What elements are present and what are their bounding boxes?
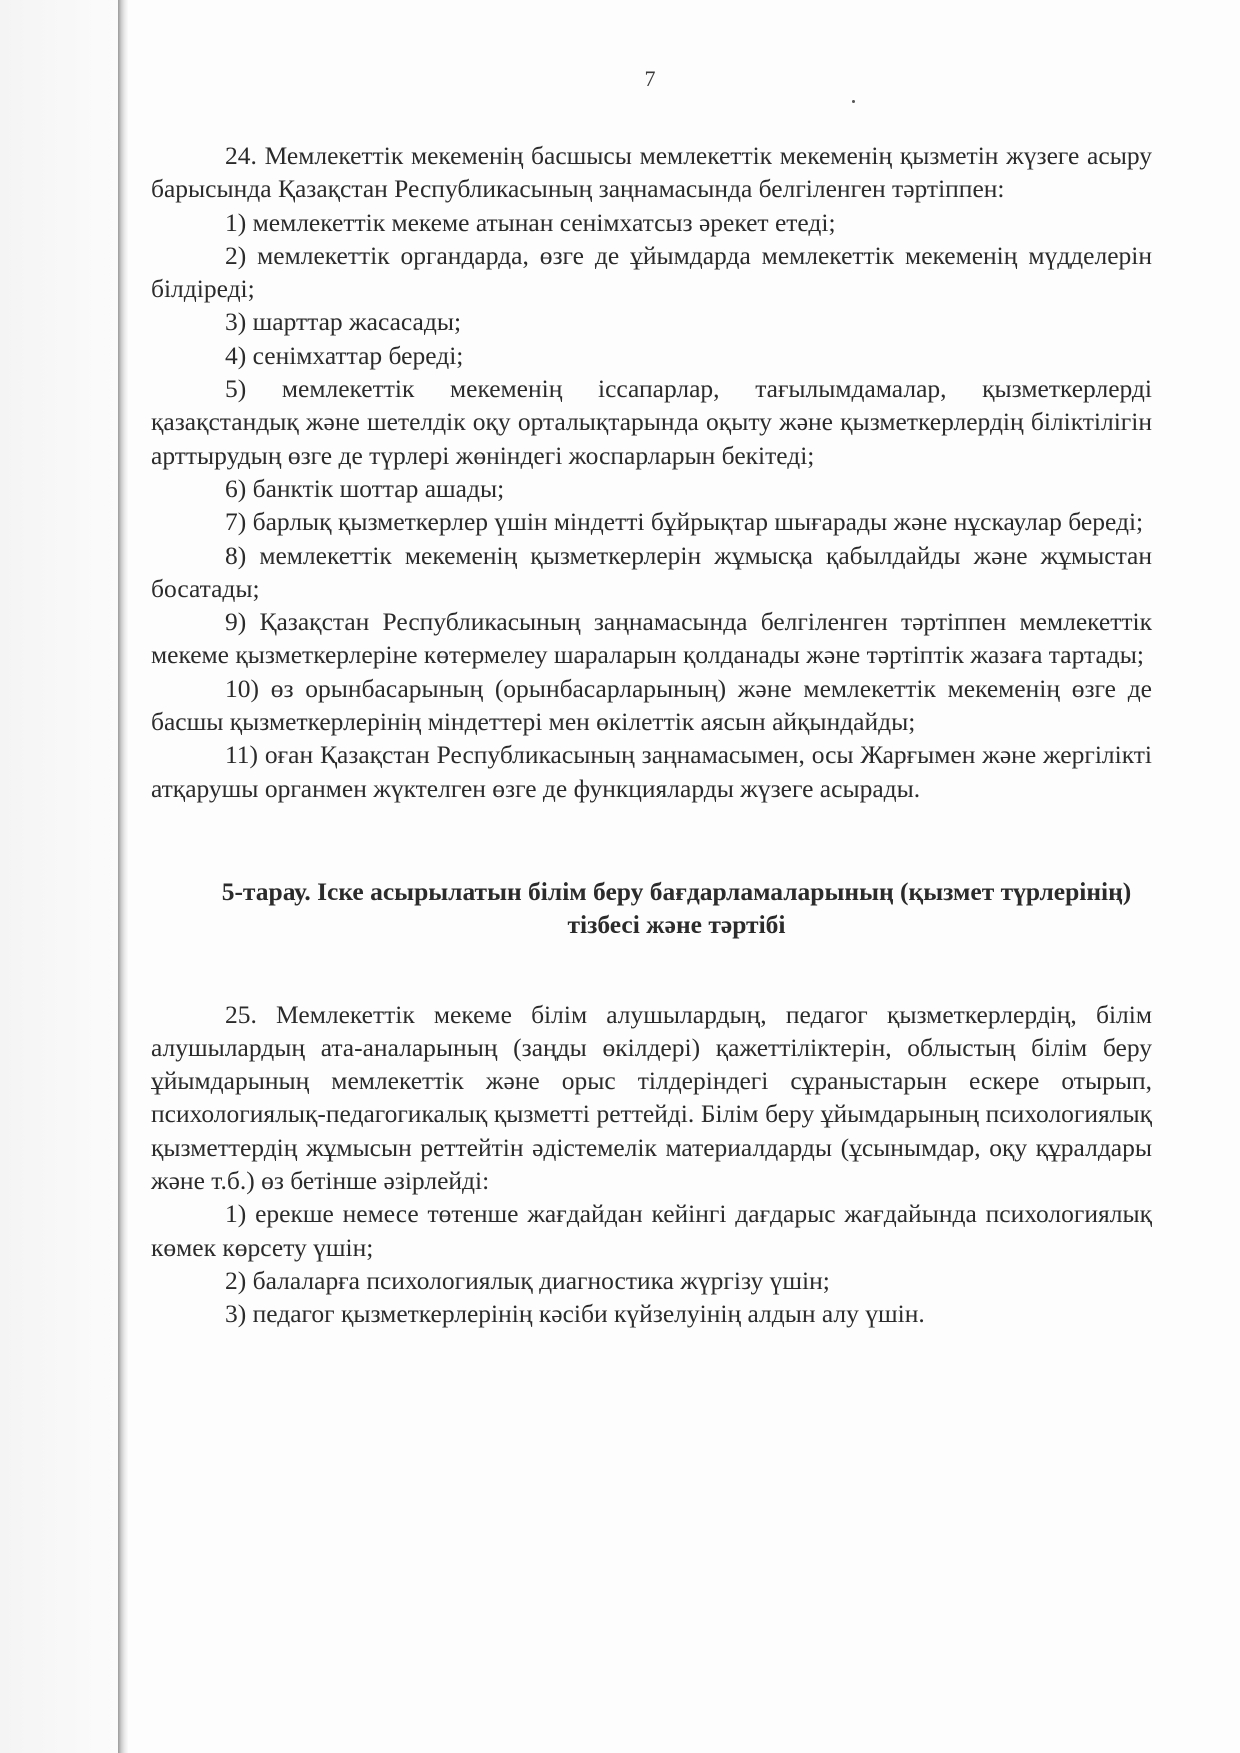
section-24-item-5: 5) мемлекеттік мекеменің іссапарлар, тағылымдамалар, қызметкерлерді қазақстандық және шетелдік оқу орталықтарында оқыту және қызметкерлердің біліктілігін арттырудың өзге де түрлері жөніндегі жоспарларын бекітеді; [151,374,1152,470]
section-25-item-1: 1) ерекше немесе төтенше жағдайдан кейінгі дағдарыс жағдайында психологиялық көмек көрсету үшін; [151,1199,1152,1262]
scan-binding-shadow [118,0,128,1753]
section-25-item-3: 3) педагог қызметкерлерінің кәсіби күйзелуінің алдын алу үшін. [225,1299,925,1329]
section-24-item-2: 2) мемлекеттік органдарда, өзге де ұйымдарда мемлекеттік мекеменің мүдделерін білдіреді; [151,240,1152,304]
section-24-item-3: 3) шарттар жасасады; [225,307,462,337]
document-body [151,139,1152,1331]
section-24-item-11: 11) оған Қазақстан Республикасының заңнамасымен, осы Жарғымен және жергілікті атқарушы органмен жүктелген өзге де функцияларды жүзеге асырады. [151,740,1152,803]
section-spacer [151,942,1152,998]
section-24-item-10: 10) өз орынбасарының (орынбасарларының) және мемлекеттік мекеменің өзге де басшы қызметкерлерінің міндеттері мен өкілеттік аясын айқындайды; [151,673,1152,737]
section-24-item-8: 8) мемлекеттік мекеменің қызметкерлерін жұмысқа қабылдайды және жұмыстан босатады; [151,540,1152,603]
section-24-item-7: 7) барлық қызметкерлер үшін міндетті бұйрықтар шығарады және нұскаулар береді; [225,507,1144,537]
scan-speck [852,100,855,103]
scan-binding-margin [0,0,118,1753]
chapter-5-heading: 5-тарау. Іске асырылатын білім беру бағдарламаларының (қызмет түрлерінің) тізбесі және тәртібі [221,876,1132,940]
section-25-intro: 25. Мемлекеттік мекеме білім алушылардың, педагог қызметкерлердің, білім алушылардың ата-аналарының (заңды өкілдері) қажеттіліктерін, облыстың білім беру ұйымдарының мемлекеттік және орыс тілдеріндегі сұраныстарын ескере отырып, психологиялық-педагогикалық қызметті реттейді. Білім беру ұйымдарының психологиялық қызметтердің жұмысын реттейтін әдістемелік материалдарды (ұсынымдар, оқу құралдары және т.б.) өз бетінше әзірлейді: [151,999,1152,1196]
page-number: 7 [644,66,656,91]
section-24-item-6: 6) банктік шоттар ашады; [225,473,505,503]
section-25-item-2: 2) балаларға психологиялық диагностика жүргізу үшін; [225,1265,830,1295]
section-24-item-1: 1) мемлекеттік мекеме атынан сенімхатсыз әрекет етеді; [225,207,836,237]
section-24-intro: 24. Мемлекеттік мекеменің басшысы мемлекеттік мекеменің қызметін жүзеге асыру барысында Қазақстан Республикасының заңнамасында белгіленген тәртіппен: [151,141,1152,204]
section-24-item-9: 9) Қазақстан Республикасының заңнамасында белгіленген тәртіппен мемлекеттік мекеме қызметкерлеріне көтермелеу шараларын қолданады және тәртіптік жазаға тартады; [151,607,1152,670]
section-24-item-4: 4) сенімхаттар береді; [225,340,464,370]
